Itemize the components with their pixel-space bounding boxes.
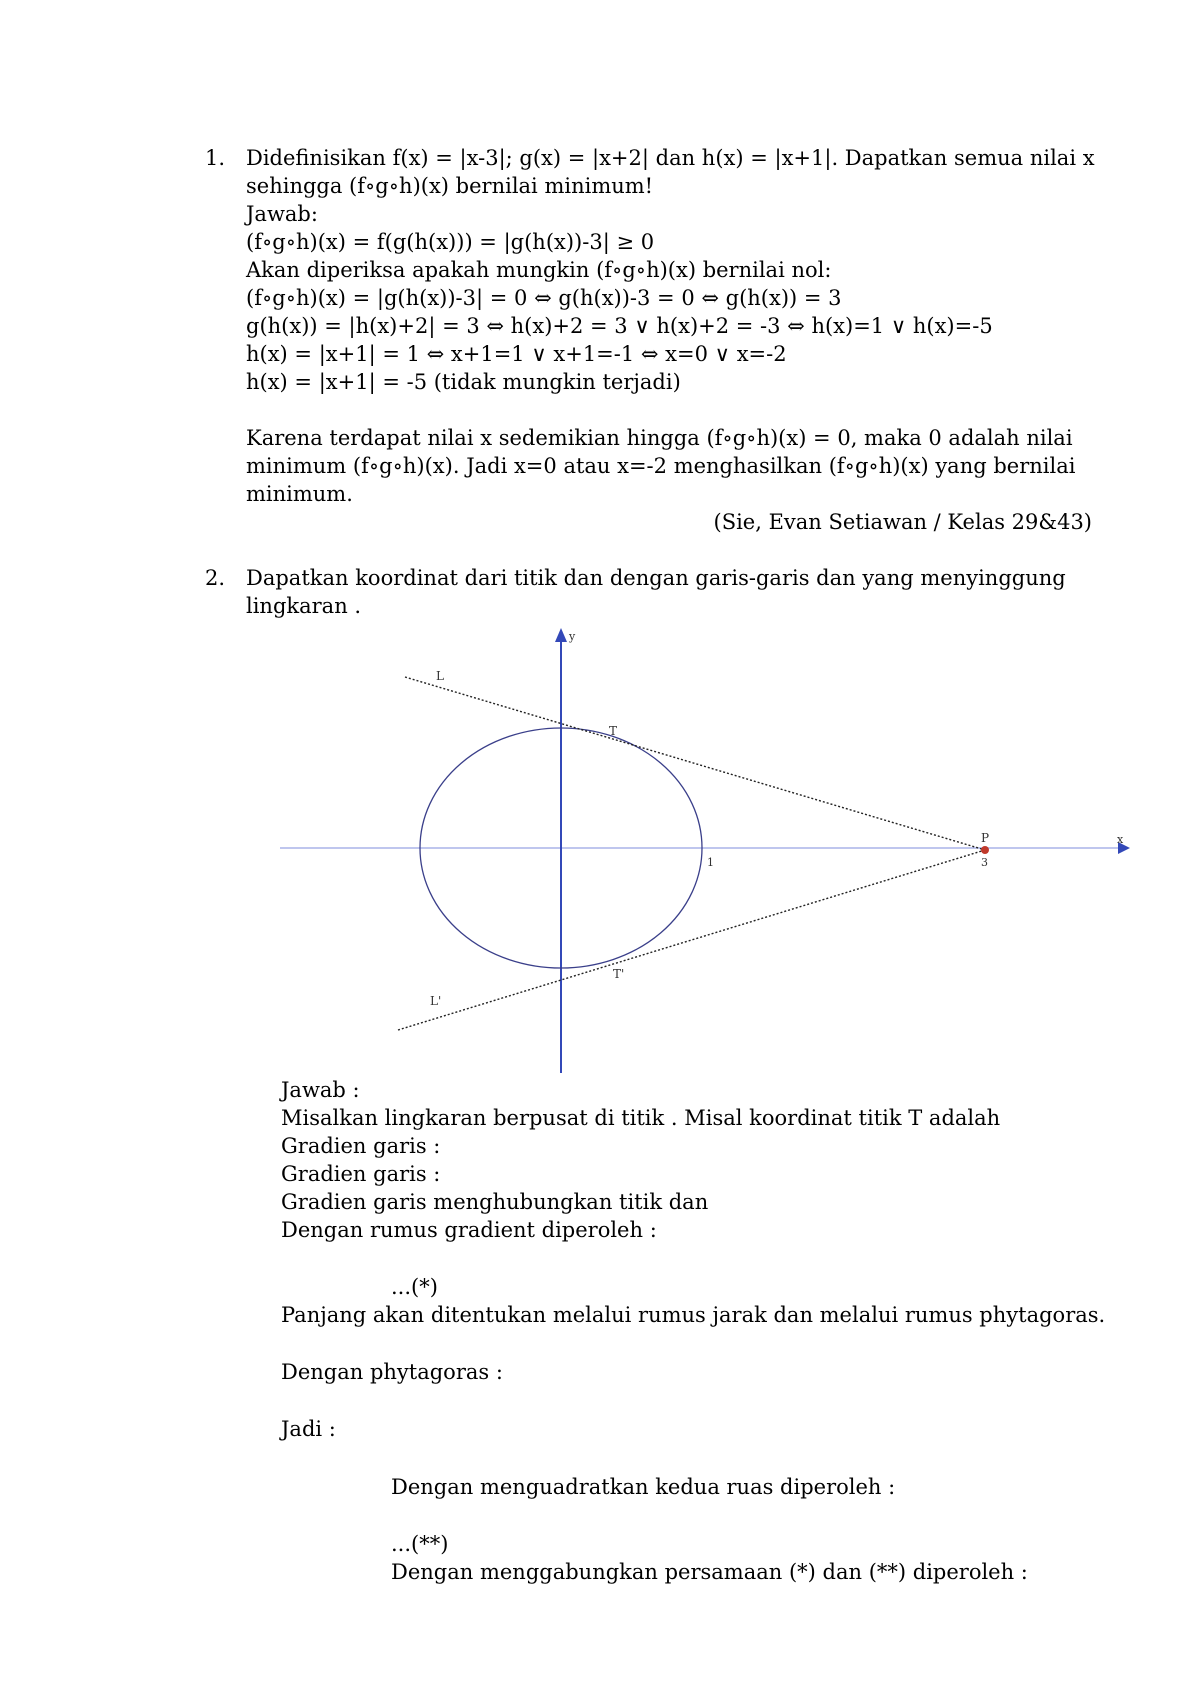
q2-answer-5: Gradien garis menghubungkan titik dan: [281, 1190, 709, 1214]
q1-conclusion-3: minimum.: [246, 482, 353, 506]
q1-line-9: h(x) = |x+1| = -5 (tidak mungkin terjadi): [246, 370, 681, 394]
label-L: L: [436, 669, 444, 683]
q2-eq1: ...(*): [391, 1275, 438, 1299]
q1-line-7: g(h(x)) = |h(x)+2| = 3 ⇔ h(x)+2 = 3 ∨ h(x)+2 = -3 ⇔ h(x)=1 ∨ h(x)=-5: [246, 314, 993, 338]
y-axis-arrow: [555, 628, 567, 642]
q2-answer-6: Dengan rumus gradient diperoleh :: [281, 1218, 657, 1242]
q2-answer-3: Gradien garis :: [281, 1134, 441, 1158]
q1-line-5: Akan diperiksa apakah mungkin (f∘g∘h)(x) bernilai nol:: [246, 258, 832, 282]
q2-line-1: Dapatkan koordinat dari titik dan dengan garis-garis dan yang menyinggung: [246, 566, 1066, 590]
q1-line-2: sehingga (f∘g∘h)(x) bernilai minimum!: [246, 174, 654, 198]
q2-answer-1: Jawab :: [281, 1078, 360, 1102]
label-T: T: [609, 724, 618, 738]
q2-jadi: Jadi :: [281, 1417, 336, 1441]
q1-line-8: h(x) = |x+1| = 1 ⇔ x+1=1 ∨ x+1=-1 ⇔ x=0 ∨ x=-2: [246, 342, 787, 366]
label-3: 3: [981, 856, 988, 869]
q1-credit: (Sie, Evan Setiawan / Kelas 29&43): [713, 510, 1092, 534]
q2-line-2: lingkaran .: [246, 594, 362, 618]
label-1: 1: [707, 856, 714, 869]
q2-eq2: ...(**): [391, 1532, 449, 1556]
q2-answer-4: Gradien garis :: [281, 1162, 441, 1186]
point-P: [981, 846, 989, 854]
q1-line-1: Didefinisikan f(x) = |x-3|; g(x) = |x+2| dan h(x) = |x+1|. Dapatkan semua nilai x: [246, 146, 1095, 170]
q2-answer-2: Misalkan lingkaran berpusat di titik . Misal koordinat titik T adalah: [281, 1106, 1001, 1130]
q1-number: 1.: [205, 146, 226, 170]
q2-panjang: Panjang akan ditentukan melalui rumus jarak dan melalui rumus phytagoras.: [281, 1303, 1106, 1327]
q1-conclusion-1: Karena terdapat nilai x sedemikian hingga (f∘g∘h)(x) = 0, maka 0 adalah nilai: [246, 426, 1073, 450]
q2-gabung: Dengan menggabungkan persamaan (*) dan (**) diperoleh :: [391, 1560, 1028, 1584]
q2-phyt: Dengan phytagoras :: [281, 1360, 503, 1384]
label-L-prime: L': [430, 994, 442, 1008]
q1-line-3: Jawab:: [246, 202, 318, 226]
label-T-prime: T': [613, 967, 625, 981]
q2-number: 2.: [205, 566, 226, 590]
q2-kuadrat: Dengan menguadratkan kedua ruas diperoleh :: [391, 1475, 896, 1499]
q1-line-6: (f∘g∘h)(x) = |g(h(x))-3| = 0 ⇔ g(h(x))-3 = 0 ⇔ g(h(x)) = 3: [246, 286, 842, 310]
q1-line-4: (f∘g∘h)(x) = f(g(h(x))) = |g(h(x))-3| ≥ 0: [246, 230, 655, 254]
label-y: y: [569, 630, 576, 643]
tangent-line-L: [405, 677, 985, 850]
label-P: P: [981, 831, 990, 845]
label-x: x: [1117, 833, 1124, 846]
q1-conclusion-2: minimum (f∘g∘h)(x). Jadi x=0 atau x=-2 menghasilkan (f∘g∘h)(x) yang bernilai: [246, 454, 1076, 478]
tangent-line-L-prime: [398, 850, 985, 1030]
